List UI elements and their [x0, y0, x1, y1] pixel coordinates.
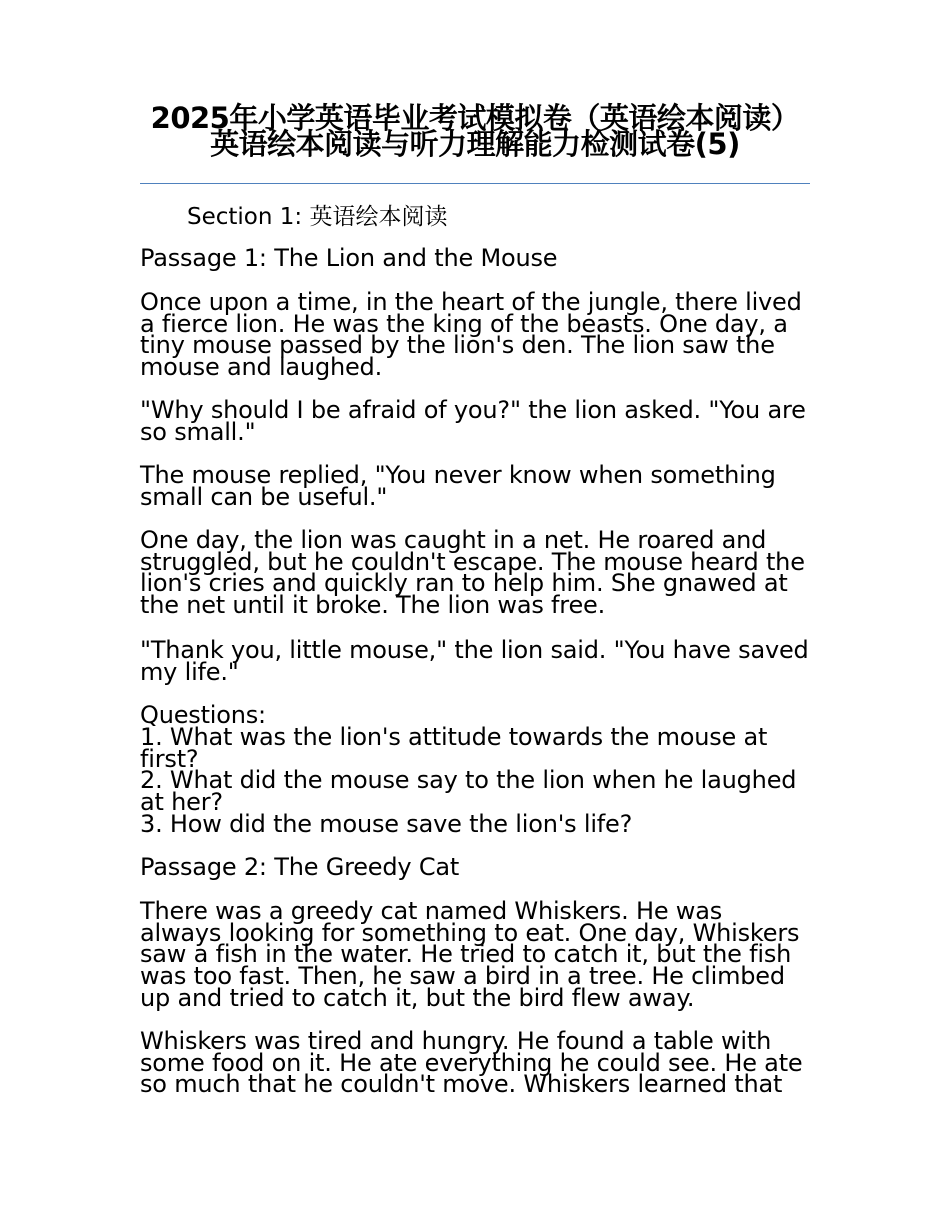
- passage2-paragraph-2: Whiskers was tired and hungry. He found a table with some food on it. He ate everything he could see. He ate so much that he couldn't move. Whiskers learned that: [140, 1027, 803, 1099]
- title-underline: [140, 183, 810, 184]
- document-title: 2025年小学英语毕业考试模拟卷（英语绘本阅读）英语绘本阅读与听力理解能力检测试卷(5): [150, 101, 800, 161]
- passage2-heading: Passage 2: The Greedy Cat: [140, 853, 460, 881]
- passage1-paragraph-1: Once upon a time, in the heart of the jungle, there lived a fierce lion. He was the king of the beasts. One day, a tiny mouse passed by the lion's den. The lion saw the mouse and laughed.: [140, 288, 802, 382]
- question-3: 3. How did the mouse save the lion's life?: [140, 810, 633, 838]
- section-heading: Section 1: 英语绘本阅读: [187, 204, 448, 230]
- question-1: 1. What was the lion's attitude towards the mouse at first?: [140, 723, 768, 773]
- passage2-paragraph-1: There was a greedy cat named Whiskers. He was always looking for something to eat. One day, Whiskers saw a fish in the water. He tried to catch it, but the fish was too fast. Then, he saw a bird in a tree. He climbed up and tried to catch it, but the bird flew away.: [140, 897, 800, 1012]
- question-2: 2. What did the mouse say to the lion when he laughed at her?: [140, 766, 797, 816]
- questions-label: Questions:: [140, 701, 266, 729]
- passage1-paragraph-5: "Thank you, little mouse," the lion said. "You have saved my life.": [140, 636, 809, 686]
- passage1-paragraph-2: "Why should I be afraid of you?" the lion asked. "You are so small.": [140, 396, 806, 446]
- passage1-paragraph-4: One day, the lion was caught in a net. He roared and struggled, but he couldn't escape. The mouse heard the lion's cries and quickly ran to help him. She gnawed at the net until it broke. The lion was free.: [140, 526, 805, 620]
- passage1-paragraph-3: The mouse replied, "You never know when something small can be useful.": [140, 461, 776, 511]
- passage1-heading: Passage 1: The Lion and the Mouse: [140, 244, 558, 272]
